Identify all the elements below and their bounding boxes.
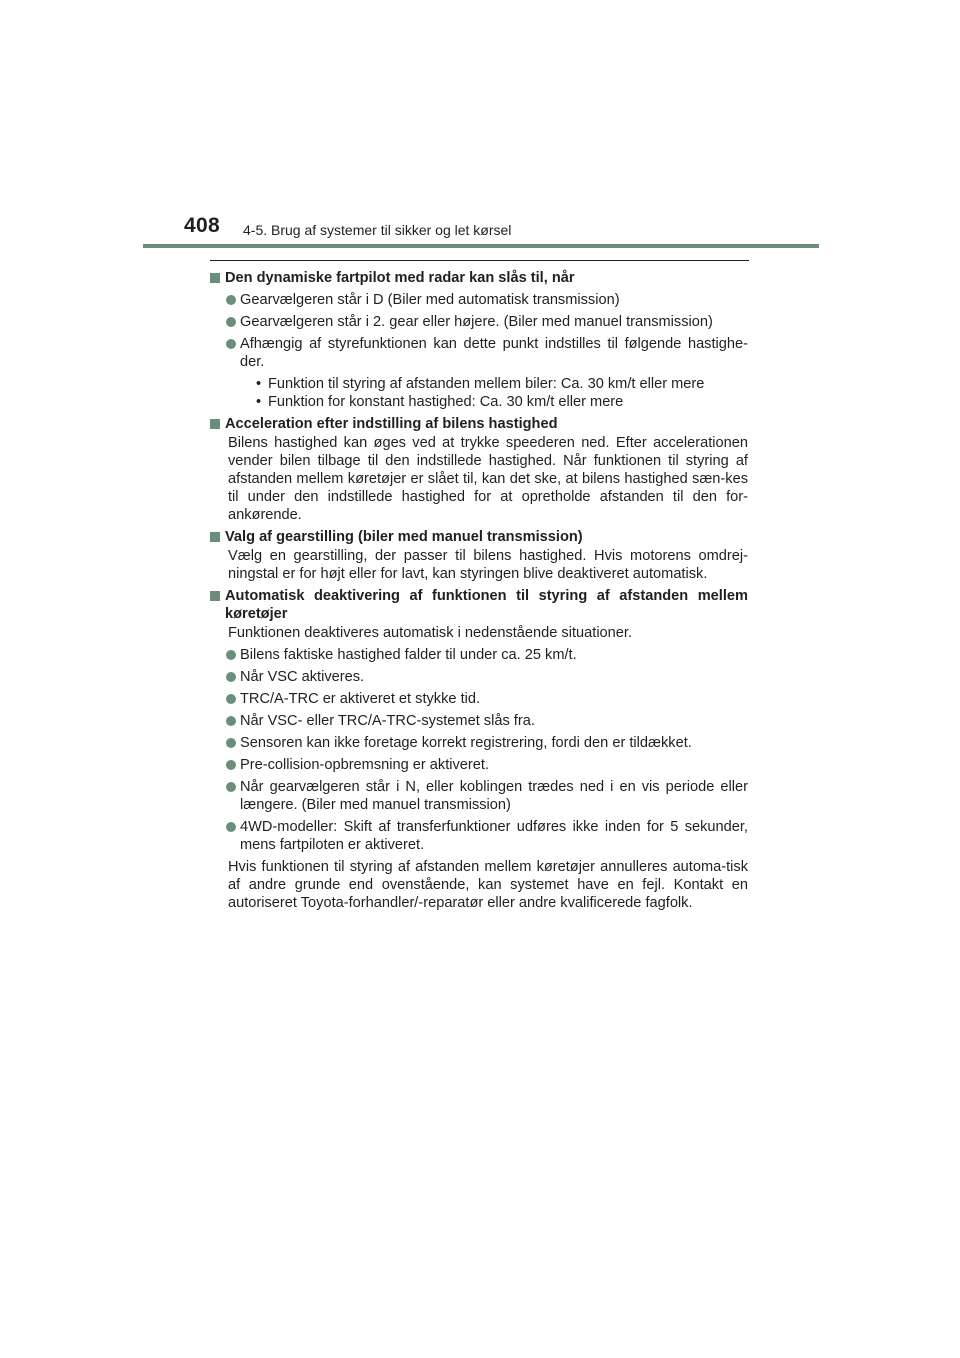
circle-bullet-icon [226,694,236,704]
list-item: Når gearvælgeren står i N, eller koblingen trædes ned i en vis periode eller længere. (Biler med manuel transmission) [210,778,748,814]
list-item: 4WD-modeller: Skift af transferfunktioner udføres ikke inden for 5 sekunder, mens fartpiloten er aktiveret. [210,818,748,854]
square-bullet-icon [210,591,220,601]
circle-bullet-icon [226,295,236,305]
list-item: Gearvælgeren står i D (Biler med automatisk transmission) [210,291,748,309]
content-rule [210,260,749,261]
section-heading: Valg af gearstilling (biler med manuel transmission) [210,528,748,546]
circle-bullet-icon [226,716,236,726]
list-item: Sensoren kan ikke foretage korrekt registrering, fordi den er tildækket. [210,734,748,752]
circle-bullet-icon [226,339,236,349]
page-number: 408 [184,214,220,237]
circle-bullet-icon [226,760,236,770]
sub-list [210,375,748,411]
chapter-title: 4-5. Brug af systemer til sikker og let kørsel [243,222,512,238]
section-closing-paragraph: Hvis funktionen til styring af afstanden mellem køretøjer annulleres automa-tisk af andre grunde end ovenstående, kan systemet have en fejl. Kontakt en autoriseret Toyota-forhandler/-reparatør eller andre kvalificerede fagfolk. [228,859,748,911]
list-item: Når VSC- eller TRC/A-TRC-systemet slås fra. [210,712,748,730]
square-bullet-icon [210,532,220,542]
list-item: TRC/A-TRC er aktiveret et stykke tid. [210,690,748,708]
list-item: Afhængig af styrefunktionen kan dette punkt indstilles til følgende hastighe-der. [210,335,748,371]
list-item: Pre-collision-opbremsning er aktiveret. [210,756,748,774]
square-bullet-icon [210,419,220,429]
list-item: Gearvælgeren står i 2. gear eller højere. (Biler med manuel transmission) [210,313,748,331]
header-rule [143,244,819,248]
sub-list-item: • Funktion for konstant hastighed: Ca. 30 km/t eller mere [256,393,748,411]
section-heading: Automatisk deaktivering af funktionen til styring af afstanden mellem køretøjer [210,587,748,623]
square-bullet-icon [210,273,220,283]
page-content [210,265,748,912]
section-paragraph: Vælg en gearstilling, der passer til bilens hastighed. Hvis motorens omdrej-ningstal er for højt eller for lavt, kan styringen blive deaktiveret automatisk. [228,548,748,582]
circle-bullet-icon [226,822,236,832]
circle-bullet-icon [226,317,236,327]
section-intro: Funktionen deaktiveres automatisk i nedenstående situationer. [228,625,633,641]
list-item: Bilens faktiske hastighed falder til under ca. 25 km/t. [210,646,748,664]
section-heading: Acceleration efter indstilling af bilens hastighed [210,415,748,433]
section-paragraph: Bilens hastighed kan øges ved at trykke speederen ned. Efter accelerationen vender bilen tilbage til den indstillede hastighed. Når funktionen til styring af afstanden mellem køretøjer er slået til, kan det ske, at bilens hastighed sæn-kes til under den indstillede hastighed for at opretholde afstanden til den for-ankørende. [228,435,748,523]
circle-bullet-icon [226,650,236,660]
sub-list-item: • Funktion til styring af afstanden mellem biler: Ca. 30 km/t eller mere [256,375,748,393]
list-item: Når VSC aktiveres. [210,668,748,686]
circle-bullet-icon [226,672,236,682]
circle-bullet-icon [226,782,236,792]
section-heading: Den dynamiske fartpilot med radar kan slås til, når [210,269,748,287]
circle-bullet-icon [226,738,236,748]
